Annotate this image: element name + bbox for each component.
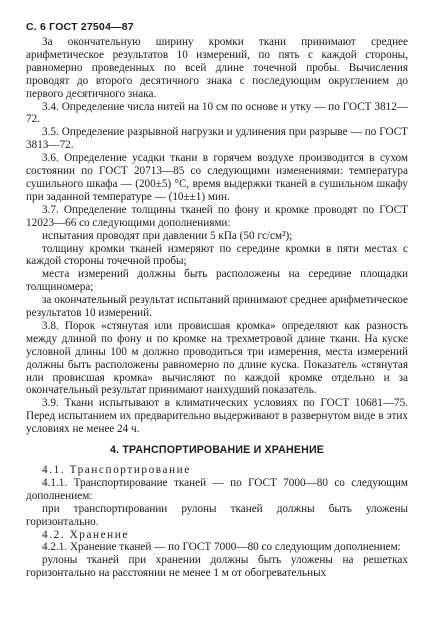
document-body — [26, 36, 408, 580]
paragraph: 3.4. Определение числа нитей на 10 см по основе и утку — по ГОСТ 3812—72. — [26, 100, 408, 126]
paragraph: рулоны тканей при хранении должны быть уложены на решетках горизонтально на расстоянии не менее 1 м от обогревательных — [26, 554, 408, 580]
paragraph: 4.2.1. Хранение тканей — по ГОСТ 7000—80 со следующим дополнением: — [42, 541, 401, 554]
paragraph: 3.6. Определение усадки ткани в горячем воздухе производится в сухом состоянии по ГОСТ 20713—85 со следующими изменениями: температура сушильного шкафа — (200±5) °С, время выдержки тканей в сушильном шкафу при заданной температуре — (10±±1) мин. — [26, 152, 408, 203]
paragraph: толщину кромки тканей измеряют по середине кромки в пяти местах с каждой стороны точечной пробы; — [26, 242, 408, 268]
section-title: 4. ТРАНСПОРТИРОВАНИЕ И ХРАНЕНИЕ — [109, 444, 325, 457]
subsection-heading: 4.1. Транспортирование — [42, 464, 191, 476]
paragraph: за окончательный результат испытаний принимают среднее арифметическое результатов 10 измерений. — [26, 294, 408, 320]
paragraph: места измерений должны быть расположены на середине площадки толщиномера; — [26, 268, 408, 294]
paragraph: 3.8. Порок «стянутая или провисшая кромка» определяют как разность между длиной по фону и по кромке на трехметровой длине ткани. На куске условной длины 100 м должно проводиться три измерения, места измерений должны быть расположены равномерно по длине куска. Показатель «стянутая или провисшая кромка» вычисляют по каждой кромке отдельно и за окончательный результат принимают наихудший показатель. — [26, 319, 408, 397]
paragraph: испытания проводят при давлении 5 кПа (50 гс/см²); — [42, 229, 293, 242]
page-header: С. 6 ГОСТ 27504—87 — [26, 21, 134, 33]
paragraph: при транспортировании рулоны тканей должны быть уложены горизонтально. — [26, 502, 408, 528]
paragraph: 3.5. Определение разрывной нагрузки и удлинения при разрыве — по ГОСТ 3813—72. — [26, 126, 408, 152]
paragraph: 4.1.1. Транспортирование тканей — по ГОСТ 7000—80 со следующим дополнением: — [26, 476, 408, 502]
subsection-heading: 4.2. Хранение — [42, 528, 129, 541]
paragraph: 3.9. Ткани испытывают в климатических условиях по ГОСТ 10681—75. Перед испытанием их предварительно выдерживают в развернутом виде в этих условиях не менее 24 ч. — [26, 397, 408, 436]
paragraph: За окончательную ширину кромки ткани принимают среднее арифметическое результатов 10 измерений, по пять с каждой стороны, равномерно проведенных по всей длине точечной пробы. Вычисления проводят до второго десятичного знака с последующим округлением до первого десятичного знака. — [26, 36, 408, 100]
paragraph: 3.7. Определение толщины тканей по фону и кромке проводят по ГОСТ 12023—66 со следующими дополнениями: — [26, 203, 408, 229]
